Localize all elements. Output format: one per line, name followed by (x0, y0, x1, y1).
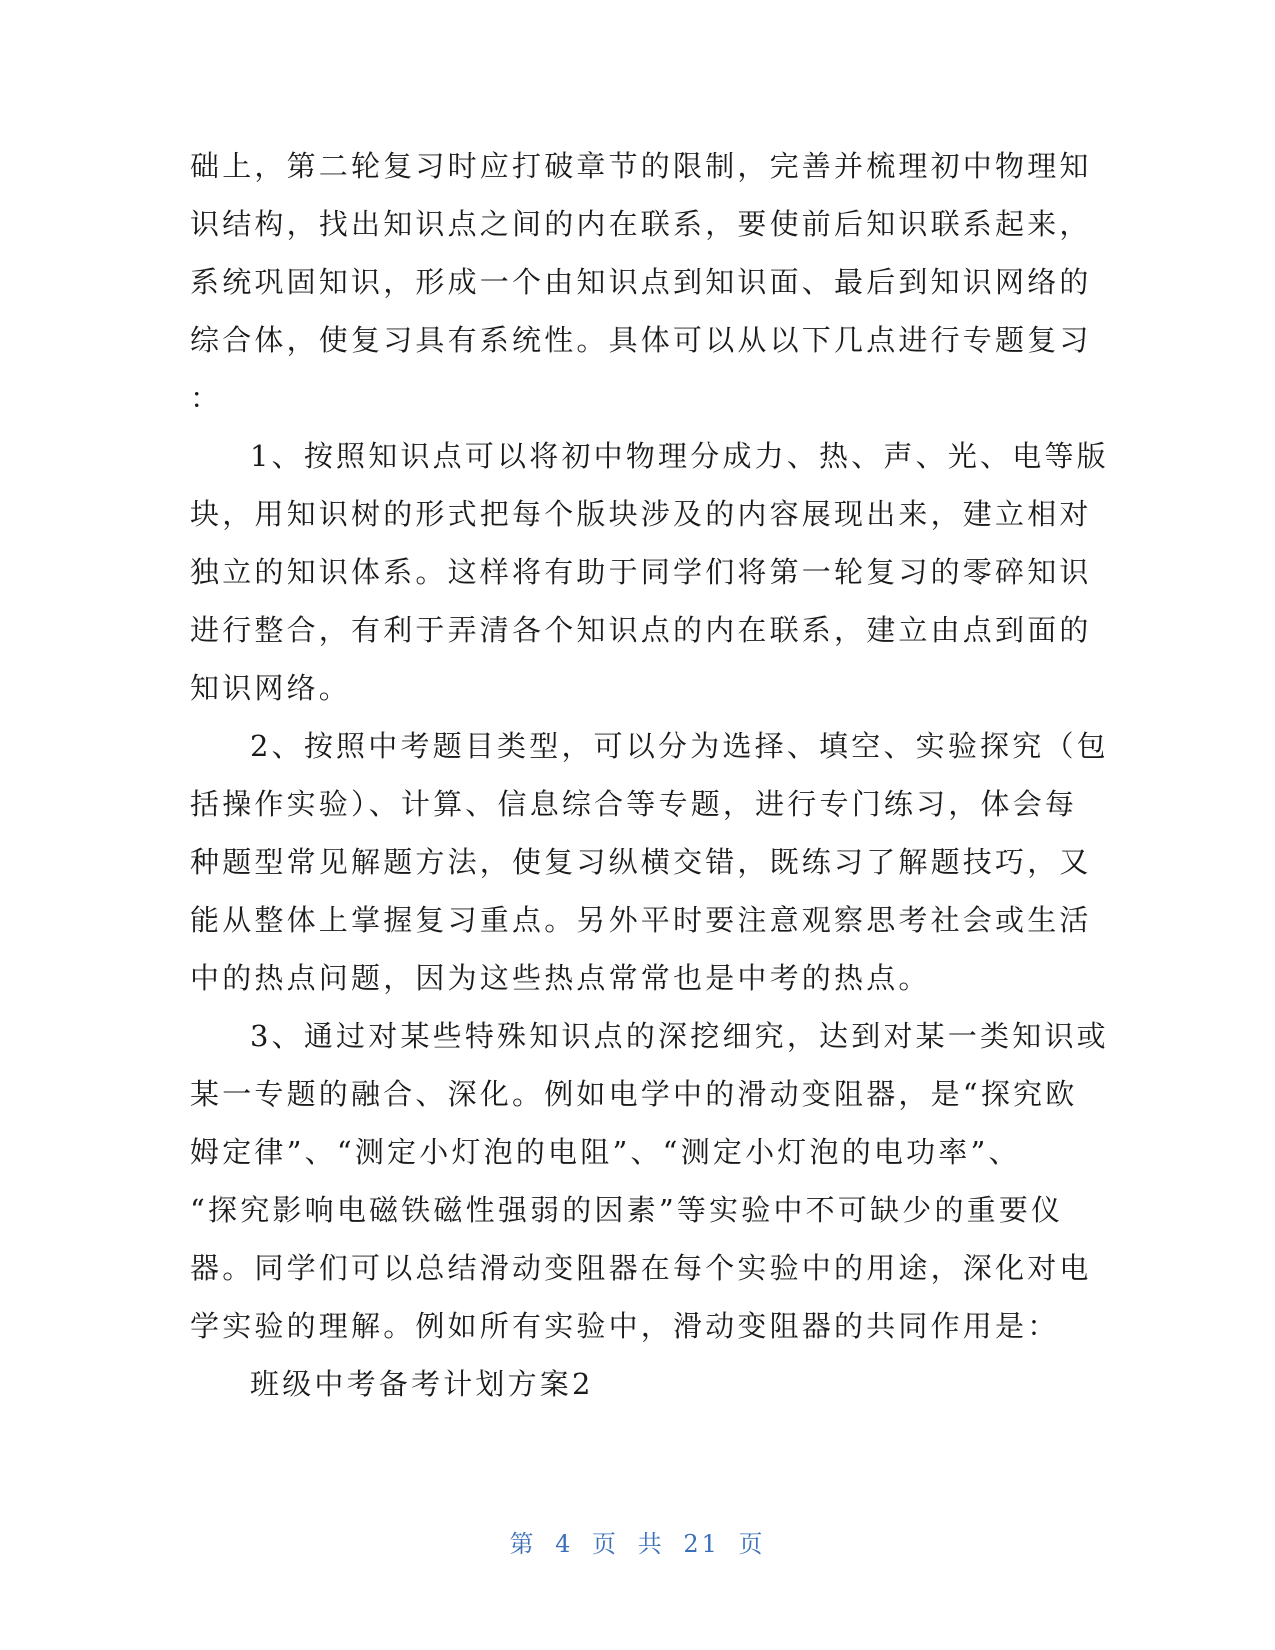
text-line: 中的热点问题，因为这些热点常常也是中考的热点。 (190, 961, 931, 995)
paragraph-2-start: 2、按照中考题目类型，可以分为选择、填空、实验探究（包 (250, 729, 1109, 763)
text-line: 知识网络。 (190, 671, 352, 705)
text-line: 能从整体上掌握复习重点。另外平时要注意观察思考社会或生活 (190, 903, 1092, 937)
text-line: 某一专题的融合、深化。例如电学中的滑动变阻器，是“探究欧 (190, 1077, 1078, 1111)
text-line: 括操作实验）、计算、信息综合等专题，进行专门练习，体会每 (190, 787, 1078, 821)
text-line: 础上，第二轮复习时应打破章节的限制，完善并梳理初中物理知 (190, 149, 1092, 183)
footer-prefix: 第 (509, 1530, 537, 1558)
text-line: 姆定律”、“测定小灯泡的电阻”、“测定小灯泡的电功率”、 (190, 1135, 1021, 1169)
text-line: 识结构，找出知识点之间的内在联系，要使前后知识联系起来， (190, 207, 1092, 241)
total-pages-number: 21 (683, 1530, 720, 1558)
section-heading: 班级中考备考计划方案2 (250, 1367, 594, 1401)
text-line: 块，用知识树的形式把每个版块涉及的内容展现出来，建立相对 (190, 497, 1092, 531)
current-page-number: 4 (555, 1530, 574, 1558)
text-line: 种题型常见解题方法，使复习纵横交错，既练习了解题技巧，又 (190, 845, 1092, 879)
footer-total-label: 共 (637, 1530, 665, 1558)
text-line: ： (190, 381, 223, 415)
text-line: “探究影响电磁铁磁性强弱的因素”等实验中不可缺少的重要仪 (190, 1193, 1064, 1227)
text-line: 综合体，使复习具有系统性。具体可以从以下几点进行专题复习 (190, 323, 1092, 357)
text-line: 学实验的理解。例如所有实验中，滑动变阻器的共同作用是： (190, 1309, 1060, 1343)
text-line: 系统巩固知识，形成一个由知识点到知识面、最后到知识网络的 (190, 265, 1092, 299)
footer-suffix: 页 (738, 1530, 766, 1558)
paragraph-3-start: 3、通过对某些特殊知识点的深挖细究，达到对某一类知识或 (250, 1019, 1109, 1053)
page-footer (0, 1524, 1275, 1559)
footer-page-label: 页 (592, 1530, 620, 1558)
text-line: 器。同学们可以总结滑动变阻器在每个实验中的用途，深化对电 (190, 1251, 1092, 1285)
text-line: 独立的知识体系。这样将有助于同学们将第一轮复习的零碎知识 (190, 555, 1092, 589)
paragraph-1-start: 1、按照知识点可以将初中物理分成力、热、声、光、电等版 (250, 439, 1109, 473)
text-line: 进行整合，有利于弄清各个知识点的内在联系，建立由点到面的 (190, 613, 1092, 647)
